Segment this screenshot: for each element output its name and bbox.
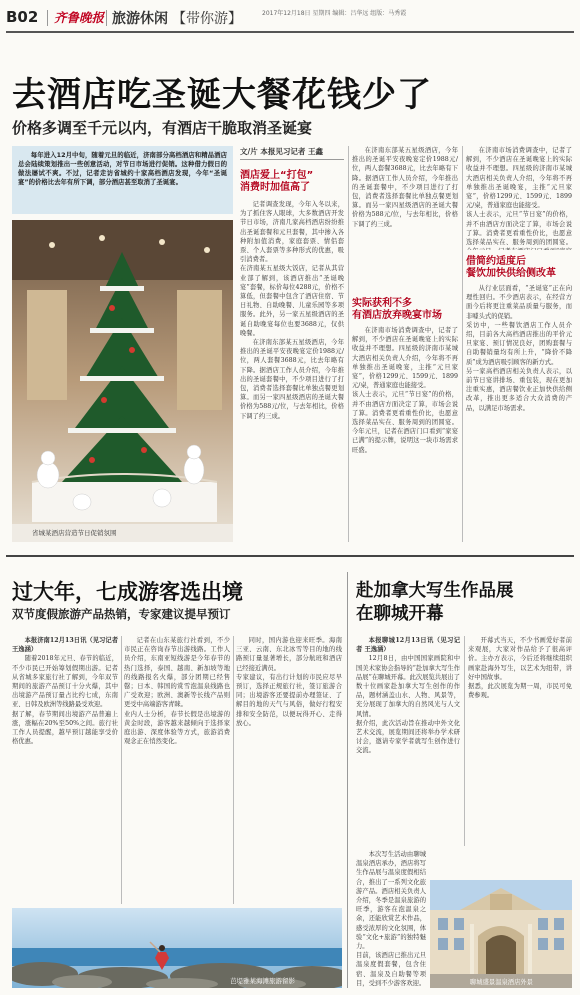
story1-body-col2b [352, 326, 458, 542]
hotel-lobby-photo [12, 220, 233, 542]
story1-byline: 文/片 本报见习记者 王鑫 [240, 147, 323, 156]
story2-body-col2 [124, 636, 230, 904]
column-title-text: 带你游 [186, 11, 228, 27]
beach-caption: 芭堤雅某海滩旅游留影 [230, 977, 295, 985]
story1-subhead-3: 借简约适度后 餐饮加快供给侧改革 [466, 256, 556, 279]
story1-body-c: 在济南市场消费调查中，记者了解到，不少酒店在圣诞晚宴上的实际收益并不理想。四星级的济南市某城大酒店相关负责人介绍，今年将不再单独推出圣诞晚宴，主推“元旦家宴”，价格1299元、1599元、1899元/桌，普通家庭也能接受。 该人士表示，元旦“节日宴”的价格，并不由酒店方面决定了算，市场会说了算。消费者更看重性价比，也愿意选择菜品实在、服务周到的团圆宴。今年元旦，记者在酒店门口看到“家宴已满”的提示牌，说明这一块市场需求旺盛。 [352, 327, 458, 454]
story2-body-col1 [12, 636, 118, 904]
story1-lead [12, 146, 233, 214]
story1-body-d: 从行业层面看，“圣诞宴”正在向理性回归。不少酒店表示，在经营方面今后将更注重菜品质量与服务，而非噱头式的促销。 采访中，一些餐饮酒店工作人员介绍，目前各大高档酒店推出的平价元旦家宴、预订情况良好，团购套餐与自助餐销量均有所上升，“降价不降质”成为酒店吸引顾客的新方式。 另一家高档酒店相关负责人表示，以前节日宴讲排场、重包装，现在更加注重实惠，酒店餐饮业正加快供给侧改革，推出更多适合大众消费的产品，以满足市场需求。 [466, 285, 572, 412]
masthead-rule [6, 31, 574, 33]
story3-body-col3 [356, 850, 426, 988]
page-number: B02 [6, 8, 39, 26]
story1-deck: 价格多调至千元以内，有酒店干脆取消圣诞宴 [12, 119, 313, 137]
issue-meta: 2017年12月18日 星期四 编辑：吕华远 组版：马秀霞 [262, 10, 407, 17]
story1-body-col2 [352, 146, 458, 306]
column-divider [233, 636, 234, 904]
story1-body-c2: 在济南市场消费调查中，记者了解到，不少酒店在圣诞晚宴上的实际收益并不理想。四星级的济南市某城大酒店相关负责人介绍，今年将不再单独推出圣诞晚宴，主推“元旦家宴”，价格1299元、1599元、1899元/桌，普通家庭也能接受。 该人士表示，元旦“节日宴”的价格，并不由酒店方面决定了算，市场会说了算。消费者更看重性价比，也愿意选择菜品实在、服务周到的团圆宴。 [466, 147, 572, 247]
byline-rule [240, 159, 344, 160]
story3-byline: 本报聊城12月13日讯（见习记者 王逸涵） [356, 637, 460, 654]
masthead-divider [47, 10, 48, 26]
section-title: 旅游休闲 [112, 11, 168, 27]
column-divider [121, 636, 122, 904]
story2-headline: 过大年，七成游客选出境 [12, 579, 243, 604]
story2-body-a: 随着2018年元旦、春节的临近，不少市民已开始筹划假期出游。记者从省城多家旅行社了解到，今年双节期间的旅游产品预订十分火爆，其中出境游产品预订量占比约七成，东南亚、日韩及欧洲等线路最受欢迎。 据了解，春节期间出境游产品普遍上涨，涨幅在20%至50%之间。旅行社工作人员提醒，越早预订越能享受价格优惠。 [12, 655, 118, 746]
story2-deck: 双节度假旅游产品热销，专家建议提早预订 [12, 607, 231, 621]
story1-body-col1 [240, 200, 344, 542]
story3-headline: 赴加拿大写生作品展 在聊城开幕 [356, 581, 514, 624]
section-rule [6, 555, 574, 557]
story3-body-c: 本次写生活动由聊城温泉酒店承办，酒店将写生作品展与温泉度假相结合，推出了一系列文化旅游产品。酒店相关负责人介绍，冬季是温泉旅游的旺季，游客在泡温泉之余，还能欣赏艺术作品，感受浓厚的文化氛围，体验“文化+旅游”的独特魅力。 目前，该酒店已推出元旦温泉度假套餐，包含住宿、温泉及自助餐等项目，受到不少游客欢迎。 [356, 851, 426, 987]
column-divider [348, 146, 349, 542]
column-title: 【带你游】 [172, 11, 242, 27]
christmas-tree-icon [12, 220, 233, 542]
story1-body-b: 在济南东部某五星级酒店，今年推出的圣诞平安夜晚宴定价1988元/位，两人套餐3688元，比去年略有下降。据酒店工作人员介绍，今年推出的圣诞套餐中，不少项目进行了打包，消费者选择套餐比单独点餐更划算。而另一家四星级酒店的圣诞大餐价格为588元/位，与去年相比，价格下调了约三成。 [352, 147, 458, 228]
story2-body-c: 同时，国内游也迎来旺季。海南三亚、云南、东北冰雪等目的地的线路预订量显著增长，部分航班和酒店已经接近满员。 专家建议，有出行计划的市民应尽早预订，选择正规旅行社，签订旅游合同；出境游客还要提前办理签证、了解目的地的天气与风俗，做好行程安排和安全防范，以便玩得开心、走得放心。 [236, 637, 342, 727]
story1-body-a2: 在济南东部某五星级酒店，今年推出的圣诞平安夜晚宴定价1988元/位，两人套餐3688元，比去年略有下降。据酒店工作人员介绍，今年推出的圣诞套餐中，不少项目进行了打包，消费者选择套餐比单独点餐更划算。而另一家四星级酒店的圣诞大餐价格为588元/位，与去年相比，价格下调了约三成。 [240, 339, 344, 420]
column-divider [464, 636, 465, 846]
story1-body-a: 记者调查发现，今年入冬以来，为了抓住客人眼球，大多数酒店开发节日市场，济南几家高档酒店纷纷推出圣诞套餐和元旦套餐，其中掺入各种附加值消费，家庭套票、情侣套票、个人套票等多种形式的优惠，吸引消费者。 在济南某五星级大饭店，记者从其营业部了解到，该酒店推出“圣诞晚宴”套餐，标价每位4288元，价格不算低，但套餐中包含了酒店住宿、节日礼物、自助晚餐、儿童乐园等多项服务。此外，另一家五星级酒店的圣诞自助晚宴每位也要3688元，仅供晚餐。 [240, 201, 344, 337]
story1-subhead-1: 酒店爱上“打包” 消费时加值高了 [240, 170, 314, 193]
hotel-exterior-photo [430, 880, 572, 988]
masthead-divider [106, 10, 107, 26]
beach-photo [12, 908, 342, 988]
story1-body-col3 [466, 146, 572, 250]
story1-subhead-2: 实际获利不多 有酒店放弃晚宴市场 [352, 298, 442, 321]
story3-body-b: 开幕式当天，不少书画爱好者前来观展，大家对作品给予了很高评价。主办方表示，今后还将继续组织画家赴海外写生，以艺术为纽带，讲好中国故事。 据悉，此次展览为期一周，市民可免费参观。 [468, 637, 572, 700]
column-divider [462, 146, 463, 542]
story3-body-a: 12月8日，由中国国家画院和中国美术家协会指导的“赴加拿大写生作品展”在聊城开幕。此次展览共展出了数十位画家赴加拿大写生创作的作品，题材涵盖山水、人物、风景等，充分展现了加拿大的自然风光与人文风情。 据介绍，此次活动旨在推动中外文化艺术交流，展览期间还将举办学术研讨会，邀请专家学者就写生创作进行交流。 [356, 655, 460, 755]
hotel-caption: 聊城盛景温泉酒店外景 [470, 979, 533, 986]
paper-logo: 齐鲁晚报 [54, 10, 105, 25]
photo-caption: 省城某酒店营造节日促销氛围 [32, 529, 117, 537]
story2-body-b: 记者在山东某旅行社看到，不少市民正在咨询春节出游线路。工作人员介绍，东南亚短线游是今年春节的热门选择，泰国、越南、新加坡等地的线路报名火爆，部分团期已经售罄；日本、韩国的赏雪泡温泉线路也广受欢迎；欧洲、澳新等长线产品则更受中高端游客青睐。 业内人士分析，春节长假是出境游的黄金时段，游客越来越倾向于选择家庭出游、深度体验等方式，旅游消费观念正在悄然变化。 [124, 637, 230, 746]
story1-lead-text: 每年进入12月中旬，随着元旦的临近，济南部分高档酒店和精品酒店总会陆续策划推出一些创意活动，对节日市场进行促销。这种借力假日的做法屡试不爽。不过，记者走访省城约十家高档酒店发现，今年“圣诞宴”的价格比去年有所下调，部分酒店甚至取消了圣诞宴。 [18, 151, 227, 186]
story1-body-col3b [466, 284, 572, 542]
story3-body-col1 [356, 636, 460, 846]
story2-body-col3 [236, 636, 342, 904]
story1-headline: 去酒店吃圣诞大餐花钱少了 [12, 75, 432, 115]
hotel-building-icon [430, 880, 572, 988]
story-divider [347, 572, 348, 988]
story2-byline: 本报济南12月13日讯（见习记者 王逸涵） [12, 637, 118, 654]
story3-body-col2 [468, 636, 572, 846]
